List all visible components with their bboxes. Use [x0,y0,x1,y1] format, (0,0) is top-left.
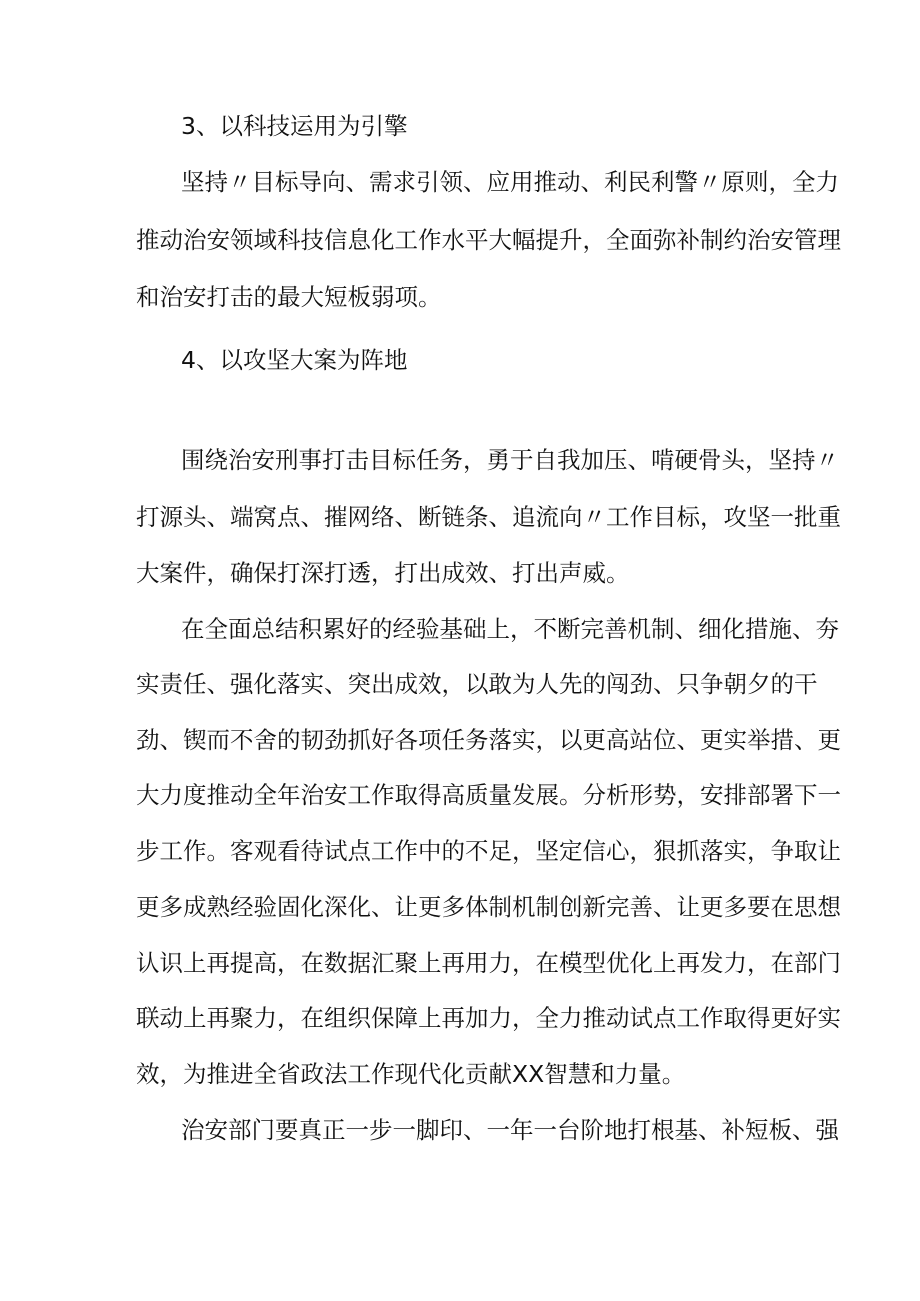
section-4-heading: 4、以攻坚大案为阵地 [181,346,408,374]
conclusion-line: 联动上再聚力，在组织保障上再加力，全力推动试点工作取得更好实 [136,1004,841,1032]
conclusion-line: 在全面总结积累好的经验基础上，不断完善机制、细化措施、夯 [181,615,839,643]
conclusion-line: 认识上再提高，在数据汇聚上再用力，在模型优化上再发力，在部门 [136,949,841,977]
conclusion-line: 劲、锲而不舍的韧劲抓好各项任务落实，以更高站位、更实举措、更 [136,726,841,754]
section-4-line: 打源头、端窝点、摧网络、断链条、追流向〃工作目标，攻坚一批重 [136,503,841,531]
section-3-line: 和治安打击的最大短板弱项。 [136,283,442,311]
conclusion-line: 大力度推动全年治安工作取得高质量发展。分析形势，安排部署下一 [136,781,841,809]
conclusion-line: 实责任、强化落实、突出成效，以敢为人先的闯劲、只争朝夕的干 [136,670,818,698]
final-paragraph-line: 治安部门要真正一步一脚印、一年一台阶地打根基、补短板、强 [181,1116,839,1144]
conclusion-line: 步工作。客观看待试点工作中的不足，坚定信心，狠抓落实，争取让 [136,837,841,865]
conclusion-line: 效，为推进全省政法工作现代化贡献XX智慧和力量。 [136,1060,686,1088]
section-3-line: 坚持〃目标导向、需求引领、应用推动、利民利警〃原则，全力 [181,168,839,196]
section-3-heading: 3、以科技运用为引擎 [181,112,408,140]
conclusion-line: 更多成熟经验固化深化、让更多体制机制创新完善、让更多要在思想 [136,893,841,921]
section-4-line: 大案件，确保打深打透，打出成效、打出声威。 [136,559,630,587]
section-3-line: 推动治安领域科技信息化工作水平大幅提升，全面弥补制约治安管理 [136,226,841,254]
section-4-line: 围绕治安刑事打击目标任务，勇于自我加压、啃硬骨头，坚持〃 [181,446,839,474]
